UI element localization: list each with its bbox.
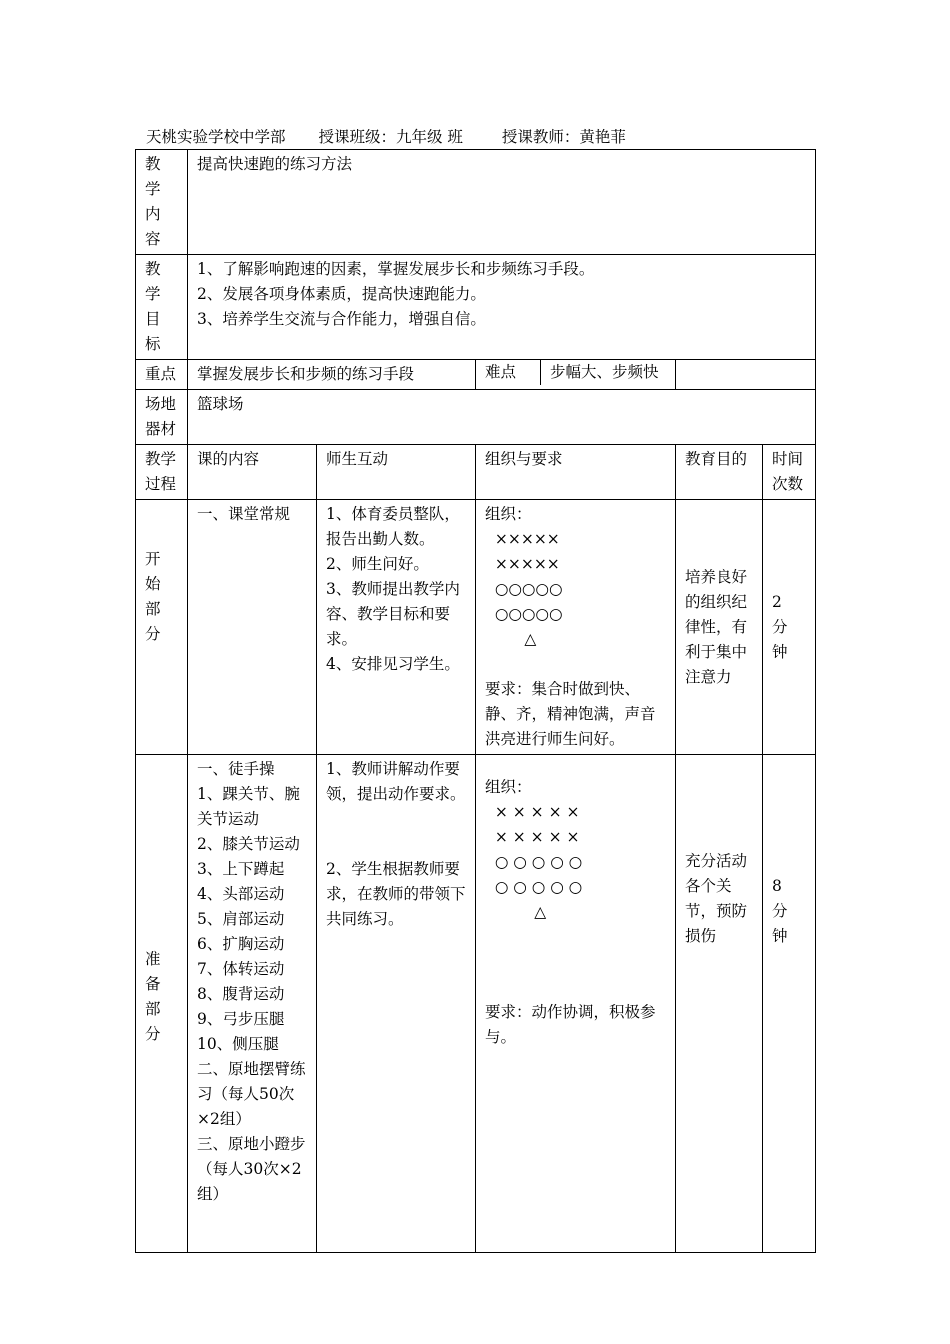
section-start-time: 2分钟 — [772, 592, 788, 661]
formation-line: ○○○○○ — [485, 580, 563, 598]
content-item: 9、弓步压腿 — [197, 1010, 285, 1028]
section-start-content: 一、课堂常规 — [188, 500, 317, 755]
section-start-row — [136, 500, 816, 755]
org-label: 组织： — [485, 505, 532, 523]
formation-line: ○ ○ ○ ○ ○ — [485, 878, 583, 896]
interaction-item: 4、安排见习学生。 — [326, 655, 460, 673]
interaction-item: 3、教师提出教学内容、教学目标和要求。 — [326, 580, 460, 648]
formation-line: × × × × × — [485, 803, 580, 821]
formation-line: △ — [485, 903, 547, 921]
formation-line: ○○○○○ — [485, 605, 563, 623]
header-interaction: 师生互动 — [317, 445, 476, 500]
key-text: 掌握发展步长和步频的练习手段 — [188, 360, 476, 390]
lesson-header — [146, 126, 816, 148]
org-label: 组织： — [485, 778, 532, 796]
school-name: 天桃实验学校中学部 — [146, 128, 286, 146]
goal-item: 2、发展各项身体素质，提高快速跑能力。 — [197, 285, 486, 303]
header-purpose: 教育目的 — [676, 445, 763, 500]
section-start-interaction — [317, 500, 476, 755]
formation-line: ××××× — [485, 555, 560, 573]
goals-list — [188, 255, 816, 360]
header-organization: 组织与要求 — [476, 445, 676, 500]
venue-label: 场地器材 — [136, 390, 188, 445]
section-start-purpose: 培养良好的组织纪律性，有利于集中注意力 — [676, 500, 763, 755]
content-item: 8、腹背运动 — [197, 985, 285, 1003]
header-time: 时间次数 — [763, 445, 816, 500]
interaction-item: 1、体育委员整队，报告出勤人数。 — [326, 505, 460, 548]
content-label: 教学内容 — [145, 155, 161, 248]
section-start-name: 开始部分 — [145, 550, 161, 643]
formation-line: △ — [485, 630, 537, 648]
content-item: 1、踝关节、腕关节运动 — [197, 785, 300, 828]
difficulty-label: 难点 — [476, 360, 541, 385]
section-prep-purpose: 充分活动各个关节，预防损伤 — [685, 852, 748, 945]
content-item: 三、原地小蹬步（每人30次×2组） — [197, 1135, 306, 1203]
section-prep-interaction — [317, 755, 476, 1253]
content-row — [136, 150, 816, 255]
venue-row — [136, 390, 816, 445]
formation-line: × × × × × — [485, 828, 580, 846]
venue-text: 篮球场 — [188, 390, 816, 445]
interaction-item: 2、师生问好。 — [326, 555, 429, 573]
content-text: 提高快速跑的练习方法 — [188, 150, 816, 255]
table-header-row — [136, 445, 816, 500]
section-prep-name: 准备部分 — [145, 950, 161, 1043]
goals-label: 教学目标 — [145, 260, 161, 353]
section-prep-content — [188, 755, 317, 1253]
content-item: 一、徒手操 — [197, 760, 275, 778]
content-item: 6、扩胸运动 — [197, 935, 285, 953]
formation-line: ○ ○ ○ ○ ○ — [485, 853, 583, 871]
content-item: 7、体转运动 — [197, 960, 285, 978]
section-prep-organization — [476, 755, 676, 1253]
content-item: 二、原地摆臂练习（每人50次×2组） — [197, 1060, 306, 1128]
section-start-organization — [476, 500, 676, 755]
key-label: 重点 — [136, 360, 188, 390]
header-process: 教学过程 — [136, 445, 188, 500]
header-content: 课的内容 — [188, 445, 317, 500]
difficulty-text: 步幅大、步频快 — [550, 363, 659, 381]
section-prep-time: 8分钟 — [772, 877, 788, 945]
requirement-text: 要求：集合时做到快、静、齐，精神饱满，声音洪亮进行师生问好。 — [485, 680, 656, 748]
goal-item: 3、培养学生交流与合作能力，增强自信。 — [197, 310, 486, 328]
interaction-item: 2、学生根据教师要求，在教师的带领下共同练习。 — [326, 860, 466, 928]
content-item: 5、肩部运动 — [197, 910, 285, 928]
requirement-text: 要求：动作协调，积极参与。 — [485, 1003, 656, 1046]
content-item: 3、上下蹲起 — [197, 860, 285, 878]
goal-item: 1、了解影响跑速的因素，掌握发展步长和步频练习手段。 — [197, 260, 595, 278]
content-item: 4、头部运动 — [197, 885, 285, 903]
key-row — [136, 360, 816, 390]
class-label: 授课班级：九年级 班 — [318, 128, 463, 146]
lesson-plan-table — [135, 149, 816, 1253]
section-prep-row — [136, 755, 816, 1253]
teacher-label: 授课教师：黄艳菲 — [501, 128, 626, 146]
content-item: 2、膝关节运动 — [197, 835, 300, 853]
interaction-item: 1、教师讲解动作要领，提出动作要求。 — [326, 760, 466, 803]
formation-line: ××××× — [485, 530, 560, 548]
goals-row — [136, 255, 816, 360]
content-item: 10、侧压腿 — [197, 1035, 279, 1053]
